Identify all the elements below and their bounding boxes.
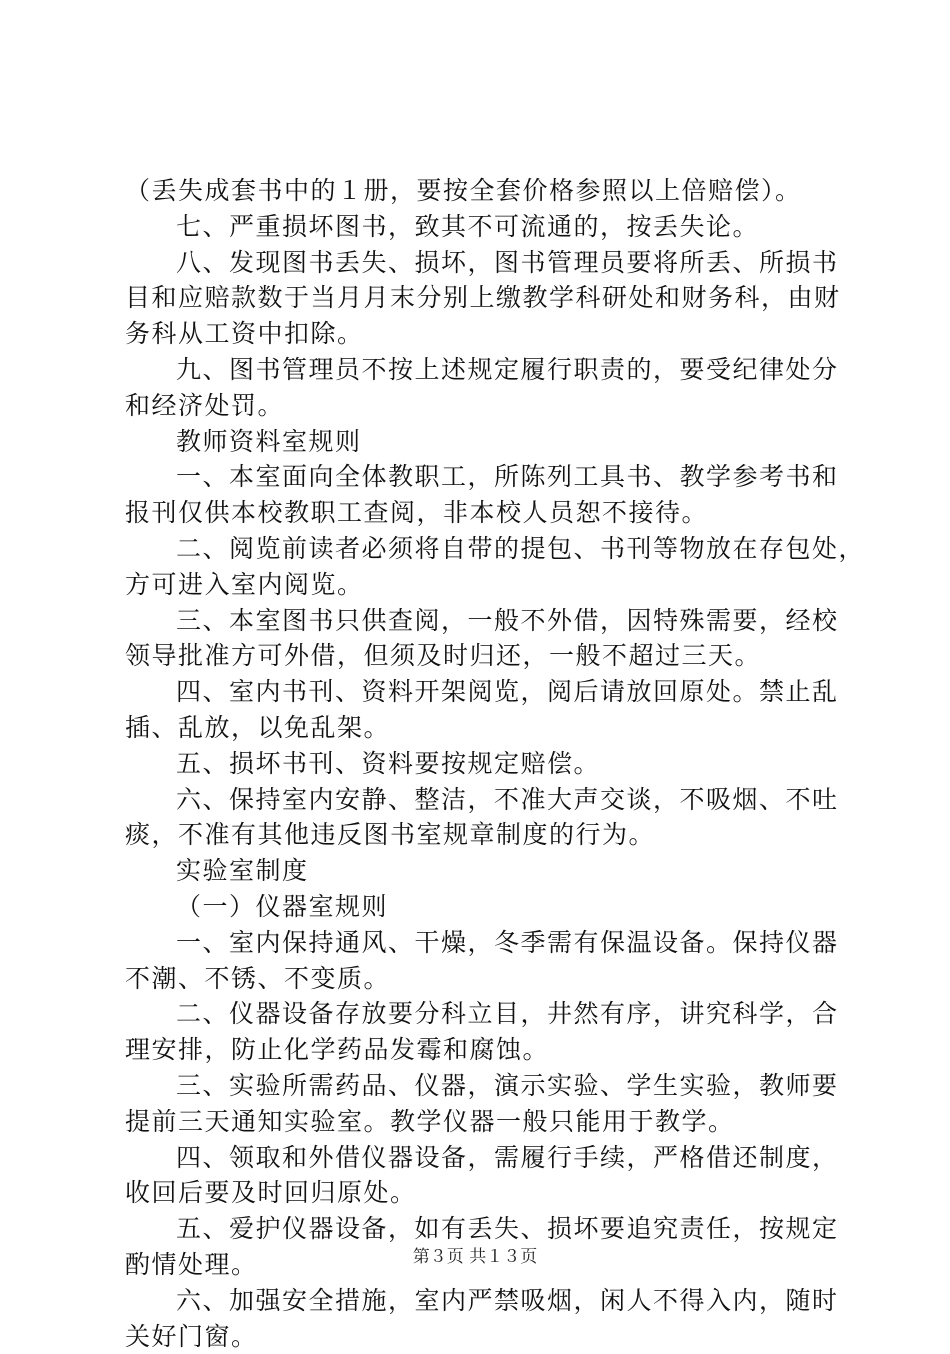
text-line: 收回后要及时回归原处。 — [125, 1175, 835, 1211]
text-line: 五、损坏书刊、资料要按规定赔偿。 — [125, 746, 835, 782]
text-line: 关好门窗。 — [125, 1319, 835, 1354]
text-line: 报刊仅供本校教职工查阅，非本校人员恕不接待。 — [125, 495, 835, 531]
text-line: 酌情处理。 — [125, 1247, 835, 1283]
text-line: 痰，不准有其他违反图书室规章制度的行为。 — [125, 817, 835, 853]
section-heading: 实验室制度 — [125, 853, 835, 889]
text-line: 一、本室面向全体教职工，所陈列工具书、教学参考书和 — [125, 459, 835, 495]
text-line: 四、领取和外借仪器设备，需履行手续，严格借还制度， — [125, 1140, 835, 1176]
text-line: 一、室内保持通风、干燥，冬季需有保温设备。保持仪器 — [125, 925, 835, 961]
text-line: 二、仪器设备存放要分科立目，井然有序，讲究科学，合 — [125, 996, 835, 1032]
text-line: 和经济处罚。 — [125, 388, 835, 424]
text-line: 理安排，防止化学药品发霉和腐蚀。 — [125, 1032, 835, 1068]
subsection-heading: （一）仪器室规则 — [125, 889, 835, 925]
text-line: 六、加强安全措施，室内严禁吸烟，闲人不得入内，随时 — [125, 1283, 835, 1319]
text-line: 领导批准方可外借，但须及时归还，一般不超过三天。 — [125, 638, 835, 674]
text-line: 务科从工资中扣除。 — [125, 316, 835, 352]
text-line: 三、本室图书只供查阅，一般不外借，因特殊需要，经校 — [125, 603, 835, 639]
page-footer: 第３页 共１３页 — [0, 1242, 950, 1267]
text-line: 目和应赔款数于当月月末分别上缴教学科研处和财务科，由财 — [125, 280, 835, 316]
text-line: 不潮、不锈、不变质。 — [125, 961, 835, 997]
text-line: 插、乱放，以免乱架。 — [125, 710, 835, 746]
text-line: （丢失成套书中的１册，要按全套价格参照以上倍赔偿）。 — [125, 173, 835, 209]
section-heading: 教师资料室规则 — [125, 424, 835, 460]
text-line: 四、室内书刊、资料开架阅览，阅后请放回原处。禁止乱 — [125, 674, 835, 710]
text-line: 七、严重损坏图书，致其不可流通的，按丢失论。 — [125, 209, 835, 245]
text-line: 三、实验所需药品、仪器，演示实验、学生实验，教师要 — [125, 1068, 835, 1104]
text-line: 八、发现图书丢失、损坏，图书管理员要将所丢、所损书 — [125, 245, 835, 281]
document-body — [125, 173, 835, 1354]
text-line: 方可进入室内阅览。 — [125, 567, 835, 603]
text-line: 二、阅览前读者必须将自带的提包、书刊等物放在存包处， — [125, 531, 835, 567]
text-line: 提前三天通知实验室。教学仪器一般只能用于教学。 — [125, 1104, 835, 1140]
text-line: 五、爱护仪器设备，如有丢失、损坏要追究责任，按规定 — [125, 1211, 835, 1247]
text-line: 六、保持室内安静、整洁，不准大声交谈，不吸烟、不吐 — [125, 782, 835, 818]
text-line: 九、图书管理员不按上述规定履行职责的，要受纪律处分 — [125, 352, 835, 388]
